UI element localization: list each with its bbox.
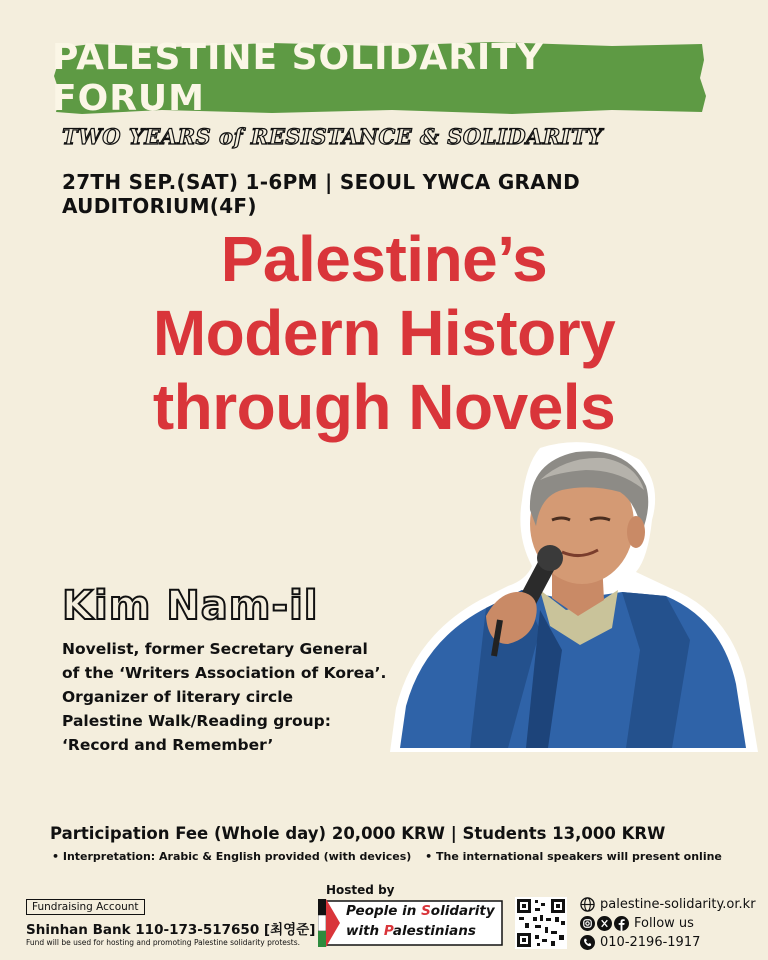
session-headline: [0, 222, 768, 444]
online-speakers-note: • The international speakers will present online: [425, 850, 722, 863]
instagram-icon[interactable]: [580, 916, 595, 931]
interpretation-note: • Interpretation: Arabic & English provided (with devices): [52, 850, 412, 863]
x-icon[interactable]: [597, 916, 612, 931]
headline-line-3: through Novels: [152, 371, 616, 443]
social-contact: [580, 916, 694, 931]
forum-title: PALESTINE SOLIDARITY FORUM: [52, 37, 544, 119]
headline-line-2: Modern History: [152, 297, 616, 369]
fund-usage-note: Fund will be used for hosting and promoting Palestine solidarity protests.: [26, 938, 301, 947]
speaker-name: Kim Nam-il: [62, 583, 319, 629]
website-contact[interactable]: [580, 897, 756, 912]
host-name-line-2: [346, 921, 495, 941]
phone-contact[interactable]: [580, 935, 700, 950]
facebook-icon[interactable]: [614, 916, 629, 931]
speaker-bio-line: Palestine Walk/Reading group:: [62, 712, 331, 730]
host-text-highlight: S: [421, 903, 431, 919]
website-url[interactable]: palestine-solidarity.or.kr: [600, 897, 756, 912]
globe-icon: [580, 897, 595, 912]
host-text-part: alestinians: [392, 923, 476, 939]
participation-fee: Participation Fee (Whole day) 20,000 KRW | Students 13,000 KRW: [50, 824, 666, 843]
follow-us-label: Follow us: [634, 916, 694, 931]
event-date-location: 27TH SEP.(SAT) 1-6PM | SEOUL YWCA GRAND AUDITORIUM(4F): [62, 170, 580, 218]
fundraising-label: Fundraising Account: [26, 899, 145, 915]
host-name-line-1: [346, 901, 495, 921]
forum-banner: [52, 37, 708, 119]
host-text-highlight: P: [383, 923, 393, 939]
event-notes: [52, 850, 732, 863]
hosted-by-label: Hosted by: [326, 883, 395, 897]
speaker-photo: [390, 440, 762, 758]
speaker-bio-line: of the ‘Writers Association of Korea’.: [62, 664, 387, 682]
forum-subtitle: TWO YEARS of RESISTANCE & SOLIDARITY: [62, 124, 603, 149]
host-text-part: People in: [346, 903, 422, 919]
phone-number[interactable]: 010-2196-1917: [600, 935, 701, 950]
bank-account: Shinhan Bank 110-173-517650 [최영준]: [26, 922, 316, 938]
host-text-part: olidarity: [430, 903, 495, 919]
speaker-bio-line: Organizer of literary circle: [62, 688, 294, 706]
speaker-bio-line: ‘Record and Remember’: [62, 736, 274, 754]
speaker-bio: [62, 637, 402, 757]
host-text-part: with: [346, 923, 384, 939]
phone-icon: [580, 935, 595, 950]
headline-line-1: Palestine’s: [220, 223, 548, 295]
speaker-bio-line: Novelist, former Secretary General: [62, 640, 368, 658]
host-organization-name: [346, 901, 495, 941]
qr-code[interactable]: [515, 897, 567, 949]
